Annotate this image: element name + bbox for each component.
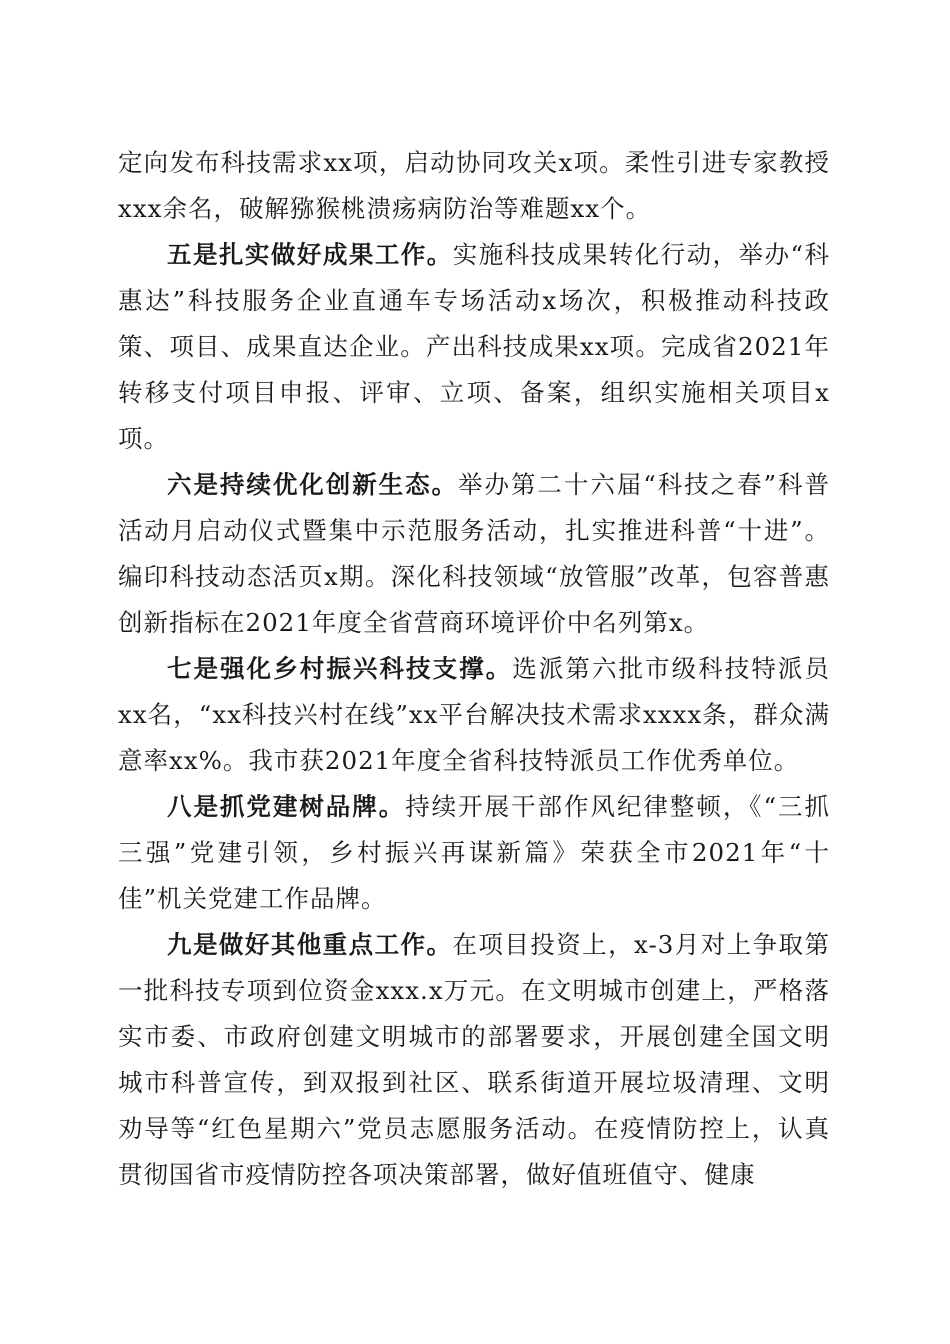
paragraph-text: 举办第二十六届“科技之春”科普活动月启动仪式暨集中示范服务活动，扎实推进科普“十进”。编印科技动态活页x期。深化科技领域“放管服”改革，包容普惠创新指标在2021年度全省营商环境评价中名列第x。 — [118, 470, 830, 637]
paragraph-seven — [118, 646, 830, 784]
paragraph-heading: 七是强化乡村振兴科技支撑。 — [167, 654, 513, 683]
paragraph-heading: 八是抓党建树品牌。 — [167, 792, 406, 821]
paragraph-heading: 九是做好其他重点工作。 — [167, 930, 453, 959]
paragraph-text: 实施科技成果转化行动，举办“科惠达”科技服务企业直通车专场活动x场次，积极推动科技政策、项目、成果直达企业。产出科技成果xx项。完成省2021年转移支付项目申报、评审、立项、备案，组织实施相关项目x项。 — [118, 240, 830, 453]
paragraph-six — [118, 462, 830, 646]
paragraph-nine — [118, 922, 830, 1198]
paragraph-continuation — [118, 140, 830, 232]
paragraph-text: 定向发布科技需求xx项，启动协同攻关x项。柔性引进专家教授xxx余名，破解猕猴桃溃疡病防治等难题xx个。 — [118, 148, 830, 223]
document-body — [118, 140, 830, 1198]
paragraph-text: 持续开展干部作风纪律整顿，《“三抓三强”党建引领，乡村振兴再谋新篇》荣获全市2021年“十佳”机关党建工作品牌。 — [118, 792, 830, 913]
paragraph-text: 在项目投资上，x-3月对上争取第一批科技专项到位资金xxx.x万元。在文明城市创建上，严格落实市委、市政府创建文明城市的部署要求，开展创建全国文明城市科普宣传，到双报到社区、联系街道开展垃圾清理、文明劝导等“红色星期六”党员志愿服务活动。在疫情防控上，认真贯彻国省市疫情防控各项决策部署，做好值班值守、健康 — [118, 930, 830, 1189]
paragraph-eight — [118, 784, 830, 922]
paragraph-heading: 六是持续优化创新生态。 — [167, 470, 459, 499]
paragraph-text: 选派第六批市级科技特派员xx名，“xx科技兴村在线”xx平台解决技术需求xxxx条，群众满意率xx%。我市获2021年度全省科技特派员工作优秀单位。 — [118, 654, 830, 775]
paragraph-heading: 五是扎实做好成果工作。 — [167, 240, 453, 269]
paragraph-five — [118, 232, 830, 462]
